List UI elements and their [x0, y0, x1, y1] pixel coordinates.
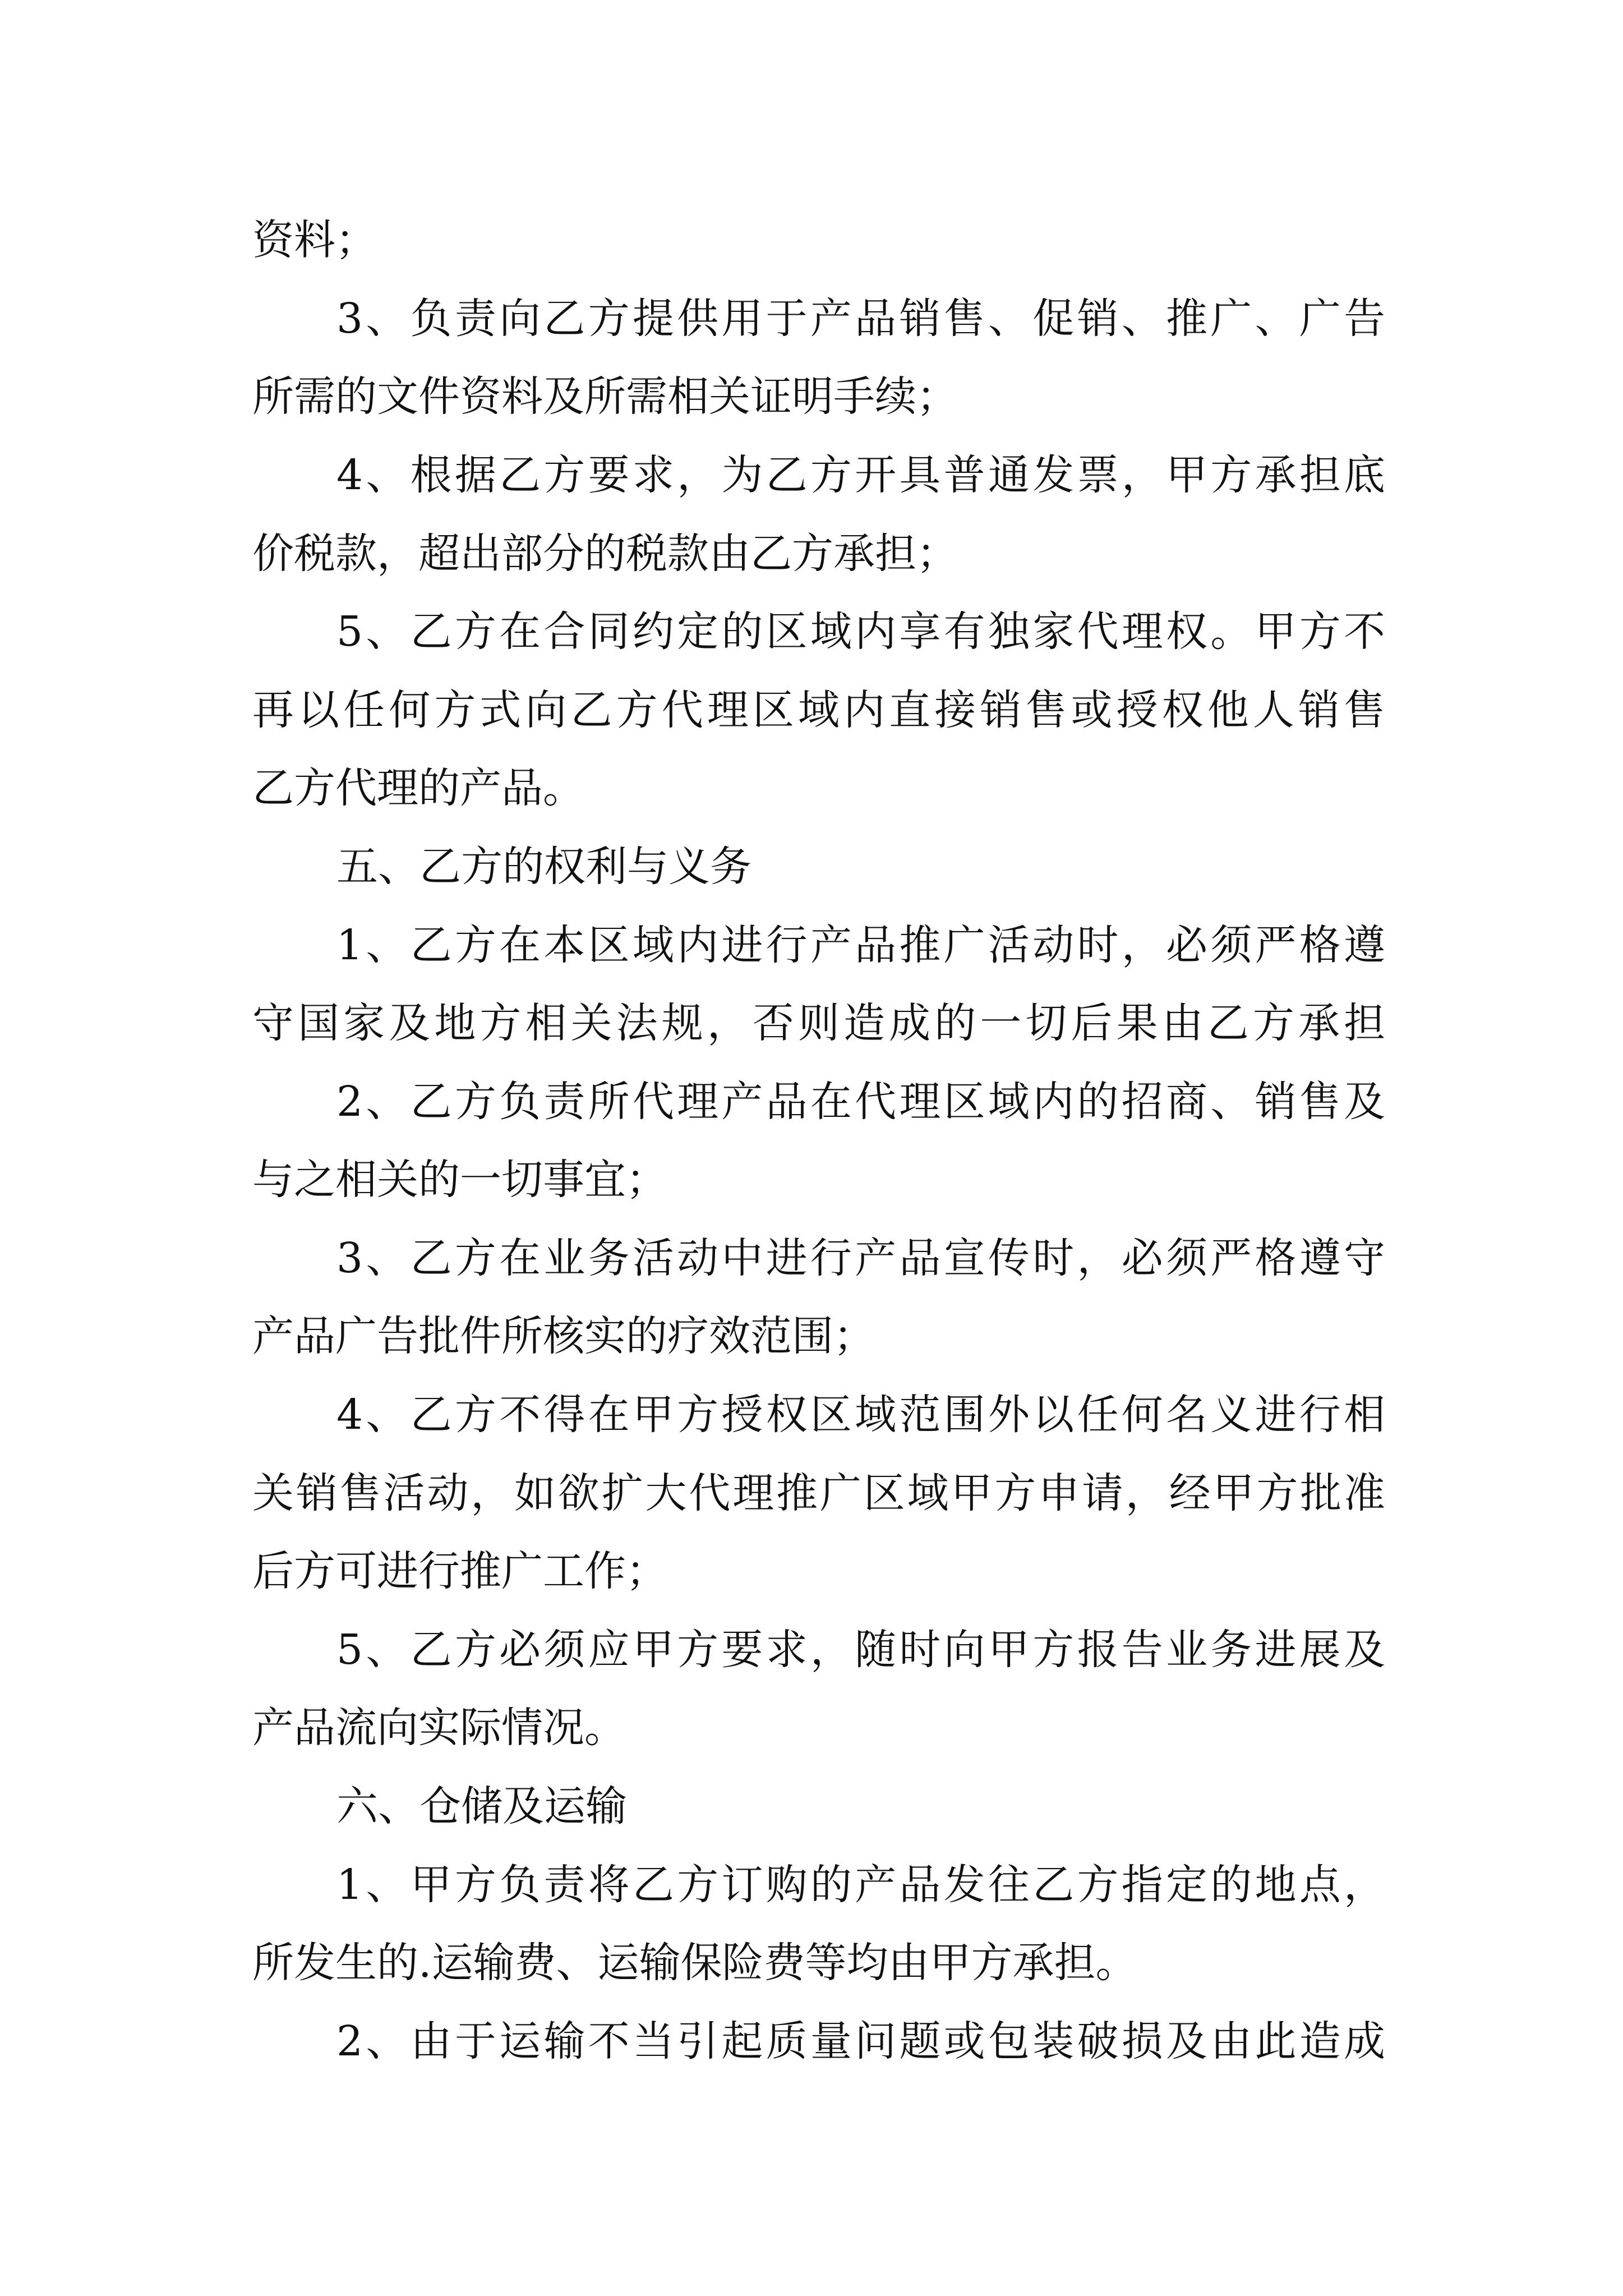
clause-line: 1、乙方在本区域内进行产品推广活动时，必须严格遵	[336, 921, 1385, 969]
text-line: 乙方代理的产品。	[252, 764, 584, 812]
text-line: 守国家及地方相关法规，否则造成的一切后果由乙方承担	[252, 999, 1385, 1047]
section-heading: 五、乙方的权利与义务	[336, 843, 751, 891]
text-line: 价税款，超出部分的税款由乙方承担；	[252, 530, 958, 578]
text-line: 再以任何方式向乙方代理区域内直接销售或授权他人销售	[252, 686, 1385, 734]
clause-line: 4、乙方不得在甲方授权区域范围外以任何名义进行相	[336, 1391, 1385, 1439]
text-line: 所发生的.运输费、运输保险费等均由甲方承担。	[252, 1939, 1137, 1987]
clause-line: 5、乙方必须应甲方要求，随时向甲方报告业务进展及	[336, 1626, 1385, 1674]
text-line: 所需的文件资料及所需相关证明手续；	[252, 372, 958, 421]
clause-line: 2、乙方负责所代理产品在代理区域内的招商、销售及	[336, 1078, 1385, 1126]
clause-line: 1、甲方负责将乙方订购的产品发往乙方指定的地点，	[336, 1861, 1385, 1909]
clause-line: 2、由于运输不当引起质量问题或包装破损及由此造成	[336, 2017, 1385, 2065]
text-line: 产品广告批件所核实的疗效范围；	[252, 1312, 875, 1360]
clause-line: 3、乙方在业务活动中进行产品宣传时，必须严格遵守	[336, 1234, 1385, 1282]
clause-line: 4、根据乙方要求，为乙方开具普通发票，甲方承担底	[336, 451, 1385, 499]
section-heading: 六、仓储及运输	[336, 1782, 627, 1830]
text-line: 资料；	[252, 216, 377, 264]
text-line: 关销售活动，如欲扩大代理推广区域甲方申请，经甲方批准	[252, 1469, 1385, 1517]
text-line: 与之相关的一切事宜；	[252, 1156, 667, 1204]
text-line: 产品流向实际情况。	[252, 1704, 626, 1752]
text-line: 后方可进行推广工作；	[252, 1547, 667, 1595]
clause-line: 5、乙方在合同约定的区域内享有独家代理权。甲方不	[336, 608, 1385, 656]
clause-line: 3、负责向乙方提供用于产品销售、促销、推广、广告	[336, 295, 1385, 343]
